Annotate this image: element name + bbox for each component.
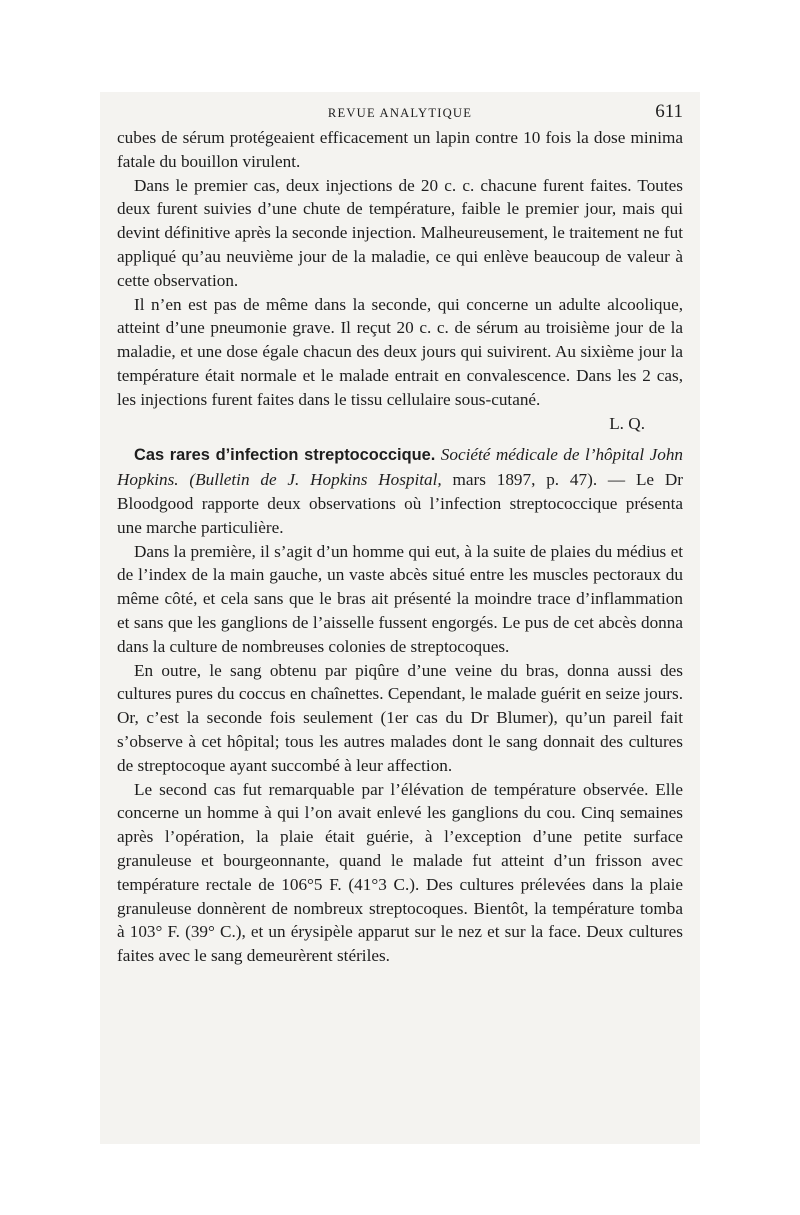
- source-bulletin: (Bulletin de J. Hopkins Hospital,: [189, 470, 442, 490]
- page-text: [117, 100, 683, 968]
- page-header: [117, 100, 683, 126]
- source-date: mars 1897, p. 47). —: [441, 470, 636, 490]
- paragraph: Il n’en est pas de même dans la seconde, qui concerne un adulte alcoolique, atteint d’une pneumonie grave. Il reçut 20 c. c. de sérum au troisième jour de la maladie, et une dose égale chacun des deux jours qui suivirent. Au sixième jour la température était normale et le malade entrait en convalescence. Dans les 2 cas, les injections furent faites dans le tissu cellulaire sous-cutané.: [117, 294, 683, 409]
- article-intro: Le Dr Bloodgood rapporte deux observations où l’infection streptococcique présenta une marche particulière.: [117, 470, 684, 537]
- paragraph: Dans la première, il s’agit d’un homme qui eut, à la suite de plaies du médius et de l’index de la main gauche, un vaste abcès situé entre les muscles pectoraux du même côté, et cela sans que le bras ait présenté la moindre trace d’inflammation et sans que les ganglions de l’aisselle fussent engorgés. Le pus de cet abcès donna dans la culture de nombreuses colonies de streptocoques.: [117, 541, 683, 656]
- article-heading: [117, 443, 683, 539]
- running-head: REVUE ANALYTIQUE: [327, 106, 473, 120]
- paragraph: Dans le premier cas, deux injections de 20 c. c. chacune furent faites. Toutes deux furent suivies d’une chute de température, faible le premier jour, mais qui devint définitive après la seconde injection. Malheureusement, le traitement ne fut appliqué qu’au neuvième jour de la maladie, ce qui enlève beaucoup de valeur à cette observation.: [117, 175, 683, 290]
- paragraph: Le second cas fut remarquable par l’élévation de température observée. Elle concerne un homme à qui l’on avait enlevé les ganglions du cou. Cinq semaines après l’opération, la plaie était guérie, à l’exception d’une petite surface granuleuse et bourgeonnante, quand le malade fut atteint d’un frisson avec température rectale de 106°5 F. (41°3 C.). Des cultures prélevées dans la plaie granuleuse donnèrent de nombreux streptocoques. Bientôt, la température tomba à 103° F. (39° C.), et un érysipèle apparut sur le nez et sur la face. Deux cultures faites avec le sang demeurèrent stériles.: [117, 779, 683, 966]
- source-society: Société médicale de l’hôpital John Hopkins.: [117, 445, 684, 490]
- paragraph: cubes de sérum protégeaient efficacement un lapin contre 10 fois la dose minima fatale du bouillon virulent.: [117, 128, 683, 171]
- article-title: Cas rares d’infection streptococcique.: [134, 446, 436, 465]
- paragraph: En outre, le sang obtenu par piqûre d’une veine du bras, donna aussi des cultures pures du coccus en chaînettes. Cependant, le malade guérit en seize jours. Or, c’est la seconde fois seulement (1er cas du Dr Blumer), qu’un pareil fait s’observe à cet hôpital; tous les autres malades dont le sang donnait des cultures de streptocoque ayant succombé à leur affection.: [117, 660, 683, 775]
- page-number: 611: [655, 101, 683, 122]
- author-signature: L. Q.: [609, 413, 645, 433]
